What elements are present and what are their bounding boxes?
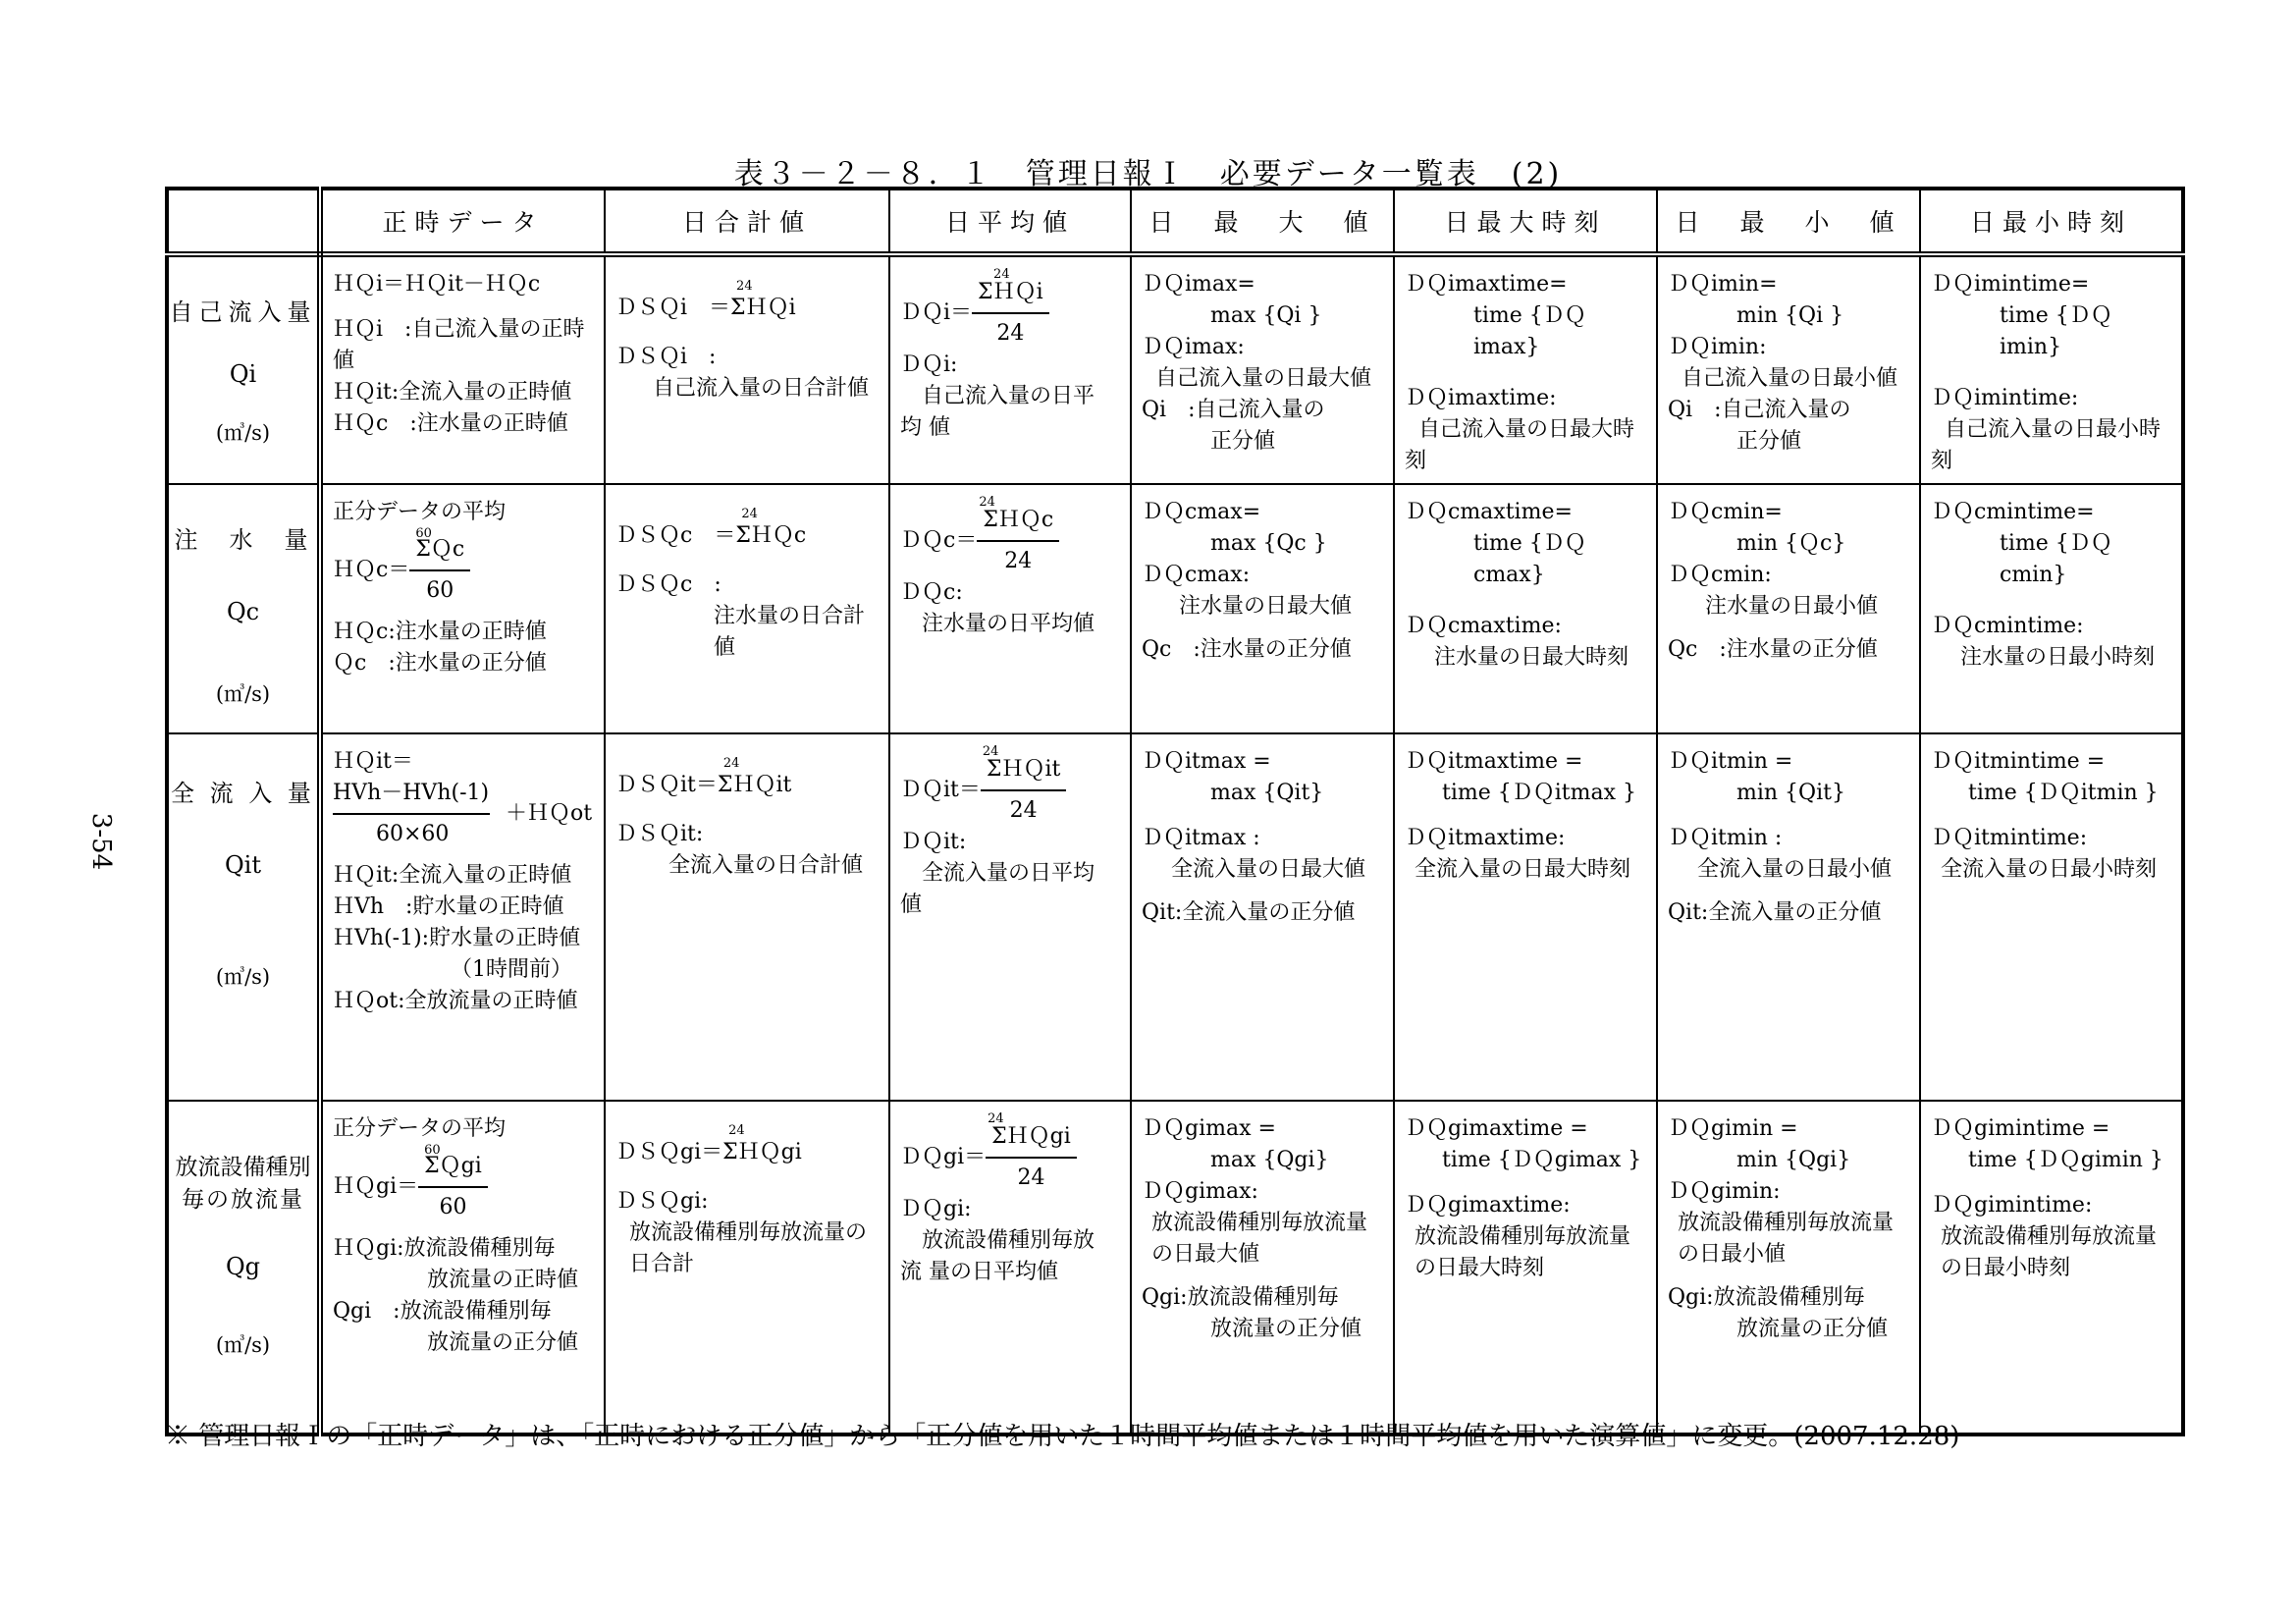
cell-daily-max-time (1394, 733, 1657, 1101)
cell-hourly (320, 733, 605, 1101)
note: Qgi :放流設備種別毎 (333, 1299, 552, 1324)
note: 注水量の日平均値 (922, 612, 1095, 636)
note: 自己流入量の日平 (922, 384, 1095, 408)
note: 日合計 (629, 1252, 695, 1276)
formula: ＨＱgi＝ 60 ΣＱgi 60 (333, 1151, 596, 1223)
data-table (165, 187, 2185, 1436)
note: ＤＱgimaxtime: (1405, 1193, 1571, 1218)
row-symbol: Qi (229, 360, 257, 388)
note: 注水量の日最小値 (1705, 594, 1879, 619)
row-header-qc (167, 484, 320, 733)
note: ＨＱc :注水量の正時値 (333, 411, 568, 436)
cell-daily-min (1657, 254, 1920, 484)
formula: ＨＱi＝ＨＱit－ＨＱc (333, 272, 541, 297)
note: ＤＱitmin : (1668, 826, 1783, 850)
formula-heading: 正分データの平均 (333, 500, 507, 524)
formula: $\frac{\text{HVh－HVh(-1)}}{60\times 60}$ ＋ＨＱot (333, 781, 593, 846)
note: ＤＱgi: (900, 1197, 972, 1221)
note: 全流入量の日合計値 (668, 853, 864, 878)
cell-daily-max (1131, 254, 1394, 484)
note: ＤＱcmax: (1142, 563, 1251, 587)
note: の日最小値 (1678, 1242, 1787, 1267)
formula: ＤＳＱi ＝ 24 ΣＨＱi (615, 279, 796, 320)
table-row (167, 733, 2183, 1101)
cell-daily-min (1657, 1101, 1920, 1435)
cell-daily-min-time (1920, 733, 2183, 1101)
note: 均 値 (900, 415, 950, 440)
row-unit: (㎥/s) (215, 965, 271, 989)
formula: ＤＱgimintime = (1931, 1116, 2110, 1141)
note: 全流入量の日最小時刻 (1941, 857, 2158, 882)
note: 放流設備種別毎放流量 (1941, 1224, 2158, 1249)
cell-daily-max-time (1394, 484, 1657, 733)
note: ＤＳＱgi: (615, 1189, 709, 1214)
formula: ＤＱimaxtime= (1405, 272, 1568, 297)
cell-daily-min (1657, 484, 1920, 733)
header-daily-min-time: 日最小時刻 (1920, 189, 2183, 254)
note: の日最大値 (1151, 1242, 1260, 1267)
formula: max {Qit} (1210, 781, 1324, 805)
note: 注水量の日最小時刻 (1960, 645, 2156, 670)
note: ＤＱgimintime: (1931, 1193, 2093, 1218)
note: ＨＱit:全流入量の正時値 (333, 863, 572, 888)
formula: ＤＱimintime= (1931, 272, 2090, 297)
formula: time {ＤＱgimin } (1968, 1148, 2163, 1172)
row-unit: (㎥/s) (215, 421, 271, 445)
note: 刻 (1405, 449, 1427, 473)
note: 放流設備種別毎放流量 (1678, 1211, 1895, 1235)
header-daily-avg: 日平均値 (889, 189, 1131, 254)
formula: min {Qit} (1736, 781, 1845, 805)
header-daily-sum: 日合計値 (605, 189, 889, 254)
note: ＤＱcmaxtime: (1405, 614, 1562, 638)
cell-daily-min-time (1920, 484, 2183, 733)
formula: min {Qgi} (1736, 1148, 1851, 1172)
note: Qit:全流入量の正分値 (1142, 900, 1356, 925)
note: 全流入量の日平均 (922, 861, 1095, 886)
note: Qc :注水量の正分値 (1142, 637, 1352, 662)
row-symbol: Qg (225, 1253, 261, 1280)
note: ＤＳＱi : (615, 345, 717, 369)
note: 放流設備種別毎放流量 (1151, 1211, 1368, 1235)
note: 全流入量の日最小値 (1697, 857, 1893, 882)
cell-daily-max-time (1394, 1101, 1657, 1435)
formula: ＤＱimax= (1142, 272, 1255, 297)
row-unit: (㎥/s) (215, 682, 271, 706)
row-unit: (㎥/s) (215, 1333, 271, 1357)
note: ＤＱimintime: (1931, 386, 2079, 410)
formula: max {Qi } (1210, 303, 1322, 328)
formula: max {Qc } (1210, 531, 1327, 556)
header-daily-max-time: 日最大時刻 (1394, 189, 1657, 254)
cell-daily-min-time (1920, 254, 2183, 484)
note: ＤＱitmaxtime: (1405, 826, 1566, 850)
note: ＤＱgimax: (1142, 1179, 1258, 1204)
formula: ＤＱi＝ 24 ΣＨＱi 24 (900, 277, 1122, 350)
note: 放流設備種別毎放流量 (1415, 1224, 1631, 1249)
formula: time {ＤＱitmax } (1442, 781, 1637, 805)
formula: ＤＱimin= (1668, 272, 1778, 297)
formula: ＤＳＱgi＝ 24 ΣＨＱgi (615, 1123, 802, 1164)
header-row (167, 189, 2183, 254)
note: ＨＱit:全流入量の正時値 (333, 380, 572, 405)
cell-daily-sum (605, 254, 889, 484)
note: 注水量の日最大値 (1179, 594, 1353, 619)
formula: ＤＱgimin = (1668, 1116, 1798, 1141)
note: ＨVh :貯水量の正時値 (333, 894, 564, 919)
note: 全流入量の日最大値 (1171, 857, 1366, 882)
formula: ＤＱcmin= (1668, 500, 1783, 524)
note: ＤＱit: (900, 830, 967, 854)
note: 放流設備種別毎放 (922, 1228, 1095, 1253)
note: 放流量の正時値 (427, 1268, 579, 1292)
formula: min {Qi } (1736, 303, 1844, 328)
cell-daily-sum (605, 1101, 889, 1435)
table-title: 表３－２－８．１ 管理日報Ｉ 必要データ一覧表 (2) (733, 157, 1563, 191)
note: Qgi:放流設備種別毎 (1142, 1285, 1339, 1310)
formula-heading: 正分データの平均 (333, 1116, 507, 1141)
cell-hourly (320, 484, 605, 733)
note: 放流量の正分値 (1210, 1317, 1362, 1341)
note: Qit:全流入量の正分値 (1668, 900, 1882, 925)
note: 放流量の正分値 (427, 1330, 579, 1355)
note: ＨVh(-1):貯水量の正時値 (333, 926, 581, 950)
row-header-qit (167, 733, 320, 1101)
note: 全流入量の日最大時刻 (1415, 857, 1631, 882)
table-row (167, 1101, 2183, 1435)
formula: ＤＱgimax = (1142, 1116, 1276, 1141)
note: 正分値 (1210, 429, 1276, 454)
table-row (167, 484, 2183, 733)
formula: min {Ｑc} (1736, 531, 1846, 556)
note: 自己流入量の日合計値 (653, 376, 870, 401)
cell-daily-min (1657, 733, 1920, 1101)
note: Qc :注水量の正分値 (1668, 637, 1878, 662)
formula: ＤＱc＝ 24 ΣＨＱc 24 (900, 505, 1122, 577)
note: 注水量の日最大時刻 (1434, 645, 1629, 670)
note: Qi :自己流入量の (1142, 398, 1325, 422)
formula: ＤＳＱc ＝ 24 ΣＨＱc (615, 507, 807, 548)
table-row (167, 254, 2183, 484)
note: ＤＱcmintime: (1931, 614, 2084, 638)
formula: ＤＱitmaxtime = (1405, 749, 1583, 774)
cell-daily-avg (889, 254, 1131, 484)
cell-daily-max (1131, 733, 1394, 1101)
formula: ＤＱcmax= (1142, 500, 1261, 524)
note: ＤＱimaxtime: (1405, 386, 1557, 410)
row-label: 全 流 入 量 (171, 780, 315, 807)
formula: ＨＱit＝ (333, 749, 413, 774)
note: Ｑc :注水量の正分値 (333, 651, 547, 676)
formula: ＤＱcmintime= (1931, 500, 2095, 524)
page-number: 3-54 (86, 812, 117, 871)
formula: ＤＳＱit＝ 24 ΣＨＱit (615, 756, 792, 797)
note: ＨＱot:全放流量の正時値 (333, 989, 578, 1013)
formula: time {ＤＱcmax} (1473, 531, 1586, 587)
note: ＤＱitmax : (1142, 826, 1260, 850)
cell-hourly (320, 1101, 605, 1435)
note: ＤＱgimin: (1668, 1179, 1781, 1204)
note: 流 量の日平均値 (900, 1260, 1058, 1284)
note: 放流量の正分値 (1736, 1317, 1889, 1341)
header-daily-min: 日 最 小 値 (1657, 189, 1920, 254)
row-header-qi (167, 254, 320, 484)
row-label: 自己流入量 (169, 298, 317, 326)
note: 放流設備種別毎放流量の (629, 1220, 868, 1245)
formula: time {ＤＱimin} (2000, 303, 2112, 359)
cell-daily-max (1131, 1101, 1394, 1435)
note: 正分値 (1736, 429, 1802, 454)
note: ＤＱitmintime: (1931, 826, 2088, 850)
row-symbol: Qc (226, 598, 260, 625)
formula: time {ＤＱcmin} (2000, 531, 2112, 587)
formula: ＤＱgimaxtime = (1405, 1116, 1588, 1141)
row-label: 注 水 量 (174, 526, 312, 554)
note: 自己流入量の日最小時 (1945, 417, 2162, 442)
row-symbol: Qit (225, 851, 261, 879)
row-label: 毎の放流量 (182, 1187, 304, 1213)
cell-daily-sum (605, 733, 889, 1101)
formula: time {ＤＱimax} (1473, 303, 1586, 359)
header-corner (167, 189, 320, 254)
header-hourly: 正時データ (320, 189, 605, 254)
cell-daily-sum (605, 484, 889, 733)
formula: ＨＱc＝ 60 ΣＱc 60 (333, 534, 596, 607)
cell-daily-avg (889, 1101, 1131, 1435)
note: ＤＱc: (900, 580, 963, 605)
note: ＤＱimin: (1668, 335, 1767, 359)
note: （1時間前） (451, 957, 572, 982)
note: ＤＱimax: (1142, 335, 1245, 359)
cell-daily-avg (889, 484, 1131, 733)
formula: ＤＱitmax = (1142, 749, 1271, 774)
formula: time {ＤＱgimax } (1442, 1148, 1642, 1172)
header-daily-max: 日 最 大 値 (1131, 189, 1394, 254)
note: ＨＱgi:放流設備種別毎 (333, 1236, 556, 1261)
note: Qi :自己流入量の (1668, 398, 1851, 422)
formula: time {ＤＱitmin } (1968, 781, 2159, 805)
note: ＨＱi :自己流入量の正時値 (333, 317, 585, 373)
cell-hourly (320, 254, 605, 484)
formula: max {Qgi} (1210, 1148, 1329, 1172)
formula: ＤＱitmintime = (1931, 749, 2106, 774)
note: ＤＱi: (900, 352, 958, 377)
footnote: ※ 管理日報Ｉの「正時データ」は、「正時における正分値」から「正分値を用いた１時間平均値または１時間平均値を用いた演算値」に変更。(2007.12.28) (165, 1422, 1960, 1451)
cell-daily-max-time (1394, 254, 1657, 484)
note: ＤＳＱc : (615, 572, 721, 597)
cell-daily-max (1131, 484, 1394, 733)
note: 自己流入量の日最大値 (1155, 366, 1372, 391)
note: ＤＱcmin: (1668, 563, 1772, 587)
note: Qgi:放流設備種別毎 (1668, 1285, 1865, 1310)
note: 値 (900, 893, 923, 917)
note: ＨＱc:注水量の正時値 (333, 620, 547, 644)
note: 自己流入量の日最大時 (1418, 417, 1635, 442)
note: 注水量の日合計値 (714, 604, 866, 660)
note: の日最小時刻 (1941, 1256, 2071, 1280)
cell-daily-avg (889, 733, 1131, 1101)
note: の日最大時刻 (1415, 1256, 1545, 1280)
formula: ＤＱit＝ 24 ΣＨＱit 24 (900, 754, 1122, 827)
note: 刻 (1931, 449, 1953, 473)
row-label: 放流設備種別 (175, 1155, 311, 1180)
formula: ＤＱitmin = (1668, 749, 1793, 774)
note: ＤＳＱit: (615, 822, 704, 846)
row-header-qg (167, 1101, 320, 1435)
note: 自己流入量の日最小値 (1682, 366, 1898, 391)
cell-daily-min-time (1920, 1101, 2183, 1435)
formula: ＤＱcmaxtime= (1405, 500, 1573, 524)
formula: ＤＱgi＝ 24 ΣＨＱgi 24 (900, 1121, 1122, 1194)
